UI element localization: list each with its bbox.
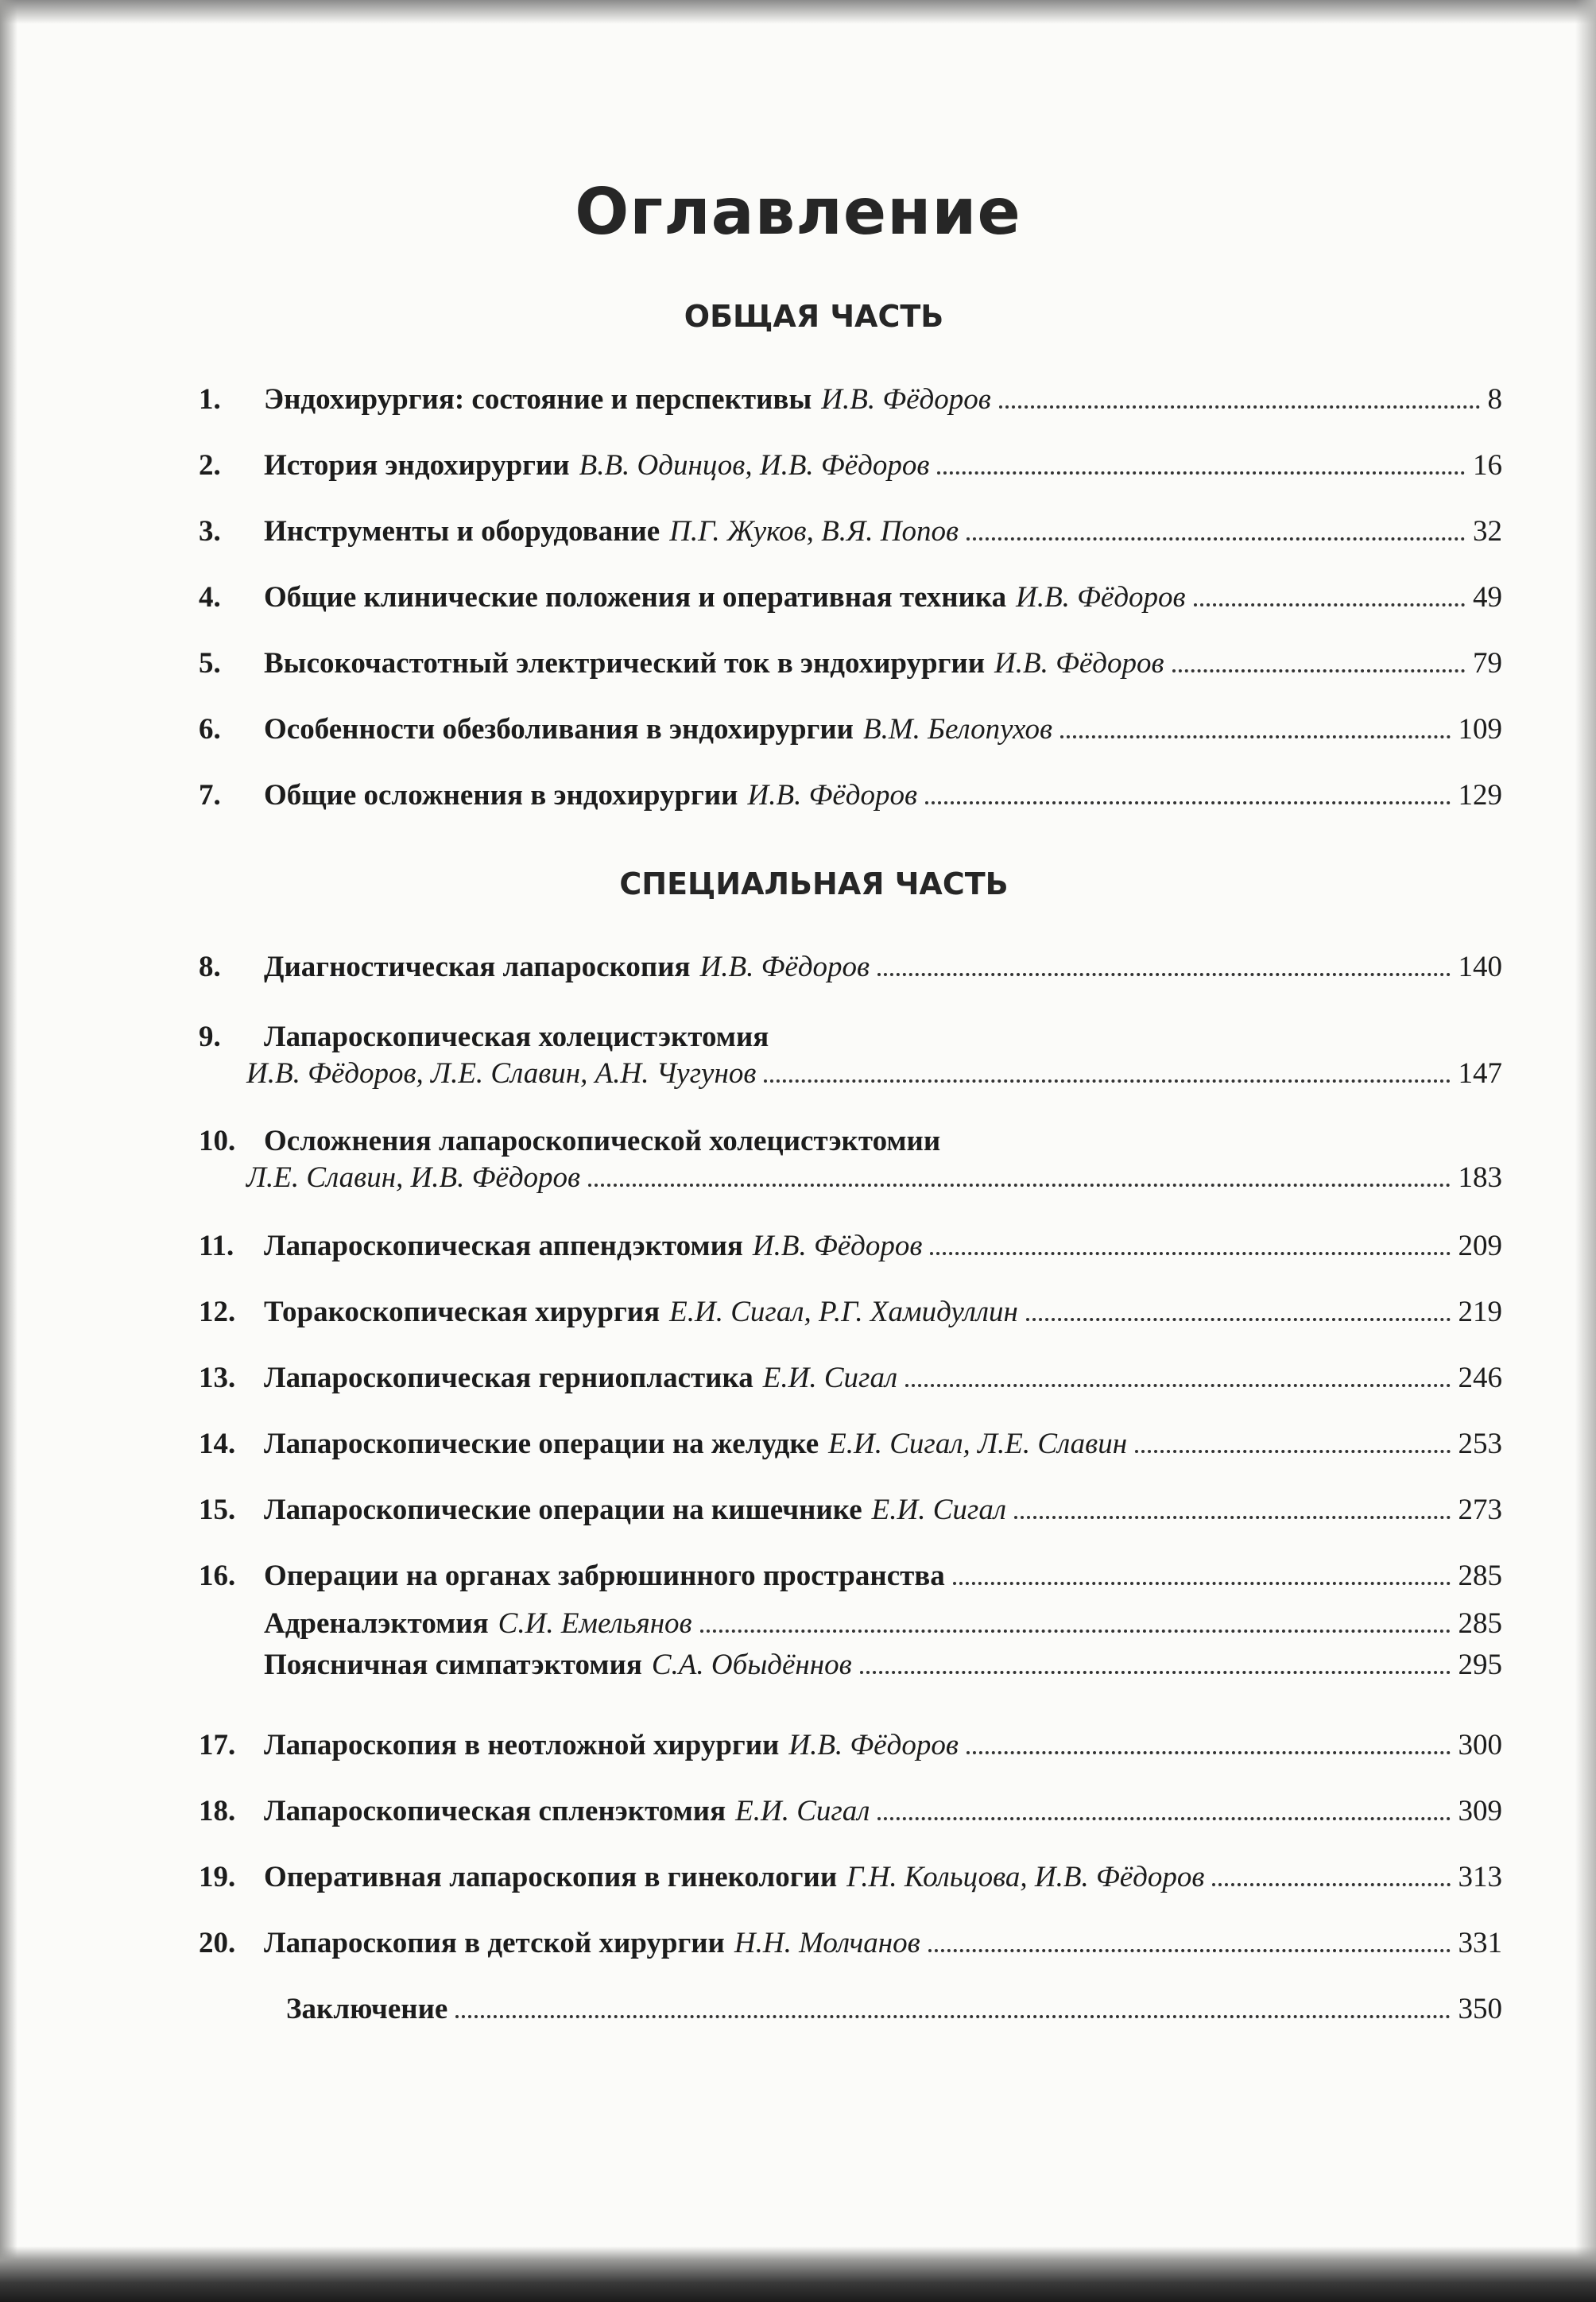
- entry-title: Лапароскопическая спленэктомия: [264, 1795, 726, 1827]
- toc-subentry-adrenalectomy: [199, 1606, 1502, 1642]
- entry-page: 32: [1473, 515, 1502, 548]
- entry-title: Лапароскопические операции на желудке: [264, 1428, 819, 1460]
- entry-number: 10.: [199, 1125, 236, 1157]
- entry-title: Особенности обезболивания в эндохирургии: [264, 713, 854, 746]
- entry-title: Лапароскопическая герниопластика: [264, 1362, 753, 1394]
- entry-title: Общие клинические положения и оперативная техника: [264, 581, 1007, 614]
- toc-entry-11: [199, 1228, 1502, 1265]
- entry-authors: Е.И. Сигал, Л.Е. Славин: [828, 1428, 1128, 1460]
- page-edge-left: [0, 0, 17, 2302]
- toc-entry-20: [199, 1925, 1502, 1962]
- entry-title: Высокочастотный электрический ток в эндохирургии: [264, 647, 986, 680]
- entry-number: 12.: [199, 1296, 236, 1328]
- entry-number: 4.: [199, 581, 221, 614]
- toc-entry-conclusion: [199, 1991, 1502, 2028]
- entry-title: Лапароскопическая аппендэктомия: [264, 1230, 743, 1262]
- entry-page: 140: [1458, 951, 1502, 983]
- entry-page: 183: [1458, 1161, 1502, 1194]
- entry-page: 79: [1473, 647, 1502, 680]
- entry-number: 19.: [199, 1861, 236, 1893]
- entry-page: 8: [1487, 383, 1502, 416]
- leader-dots: [925, 801, 1450, 804]
- entry-number: 13.: [199, 1362, 236, 1394]
- entry-title: Лапароскопия в детской хирургии: [264, 1927, 725, 1959]
- subentry-authors: С.А. Обыдённов: [651, 1649, 852, 1681]
- entry-page: 300: [1458, 1729, 1502, 1761]
- entry-number: 8.: [199, 951, 221, 983]
- toc-entry-1: [199, 382, 1502, 418]
- entry-title: Торакоскопическая хирургия: [264, 1296, 660, 1328]
- entry-title: Лапароскопическая холецистэктомия: [264, 1021, 769, 1053]
- entry-number: 7.: [199, 779, 221, 812]
- entry-number: 6.: [199, 713, 221, 746]
- subentry-page: 295: [1458, 1649, 1502, 1681]
- leader-dots: [930, 1252, 1450, 1255]
- leader-dots: [877, 1817, 1450, 1820]
- entry-title: Инструменты и оборудование: [264, 515, 660, 548]
- toc-entry-13: [199, 1360, 1502, 1397]
- leader-dots: [1014, 1516, 1451, 1519]
- toc-entry-12: [199, 1294, 1502, 1331]
- leader-dots: [860, 1671, 1451, 1674]
- page-edge-top: [0, 0, 1596, 24]
- toc-entry-3: [199, 513, 1502, 550]
- entry-authors: Е.И. Сигал, Р.Г. Хамидуллин: [669, 1296, 1018, 1328]
- leader-dots: [700, 1630, 1451, 1633]
- entry-number: 18.: [199, 1795, 236, 1827]
- leader-dots: [877, 973, 1450, 976]
- entry-page: 219: [1458, 1296, 1502, 1328]
- entry-title: История эндохирургии: [264, 449, 570, 482]
- entry-title: Операции на органах забрюшинного пространства: [264, 1560, 945, 1592]
- entry-number: 14.: [199, 1428, 236, 1460]
- entry-page: 49: [1473, 581, 1502, 614]
- leader-dots: [967, 1751, 1451, 1754]
- entry-page: 285: [1458, 1560, 1502, 1592]
- entry-number: 20.: [199, 1927, 236, 1959]
- entry-page: 109: [1458, 713, 1502, 746]
- section-special-heading: СПЕЦИАЛЬНАЯ ЧАСТЬ: [619, 866, 1009, 901]
- entry-page: 253: [1458, 1428, 1502, 1460]
- entry-page: 331: [1458, 1927, 1502, 1959]
- entry-page: 273: [1458, 1494, 1502, 1526]
- entry-authors: И.В. Фёдоров: [994, 647, 1164, 680]
- page-title: Оглавление: [575, 175, 1021, 249]
- toc-entry-10: [199, 1123, 1502, 1196]
- entry-page: 350: [1458, 1993, 1502, 2025]
- entry-page: 246: [1458, 1362, 1502, 1394]
- entry-title: Осложнения лапароскопической холецистэктомии: [264, 1125, 941, 1157]
- entry-number: 11.: [199, 1230, 234, 1262]
- entry-title: Лапароскопические операции на кишечнике: [264, 1494, 862, 1526]
- toc-entry-14: [199, 1426, 1502, 1463]
- subentry-title: Адреналэктомия: [264, 1607, 489, 1640]
- entry-number: 2.: [199, 449, 221, 482]
- entry-number: 15.: [199, 1494, 236, 1526]
- toc-entry-6: [199, 711, 1502, 748]
- leader-dots: [455, 2015, 1450, 2018]
- entry-page: 309: [1458, 1795, 1502, 1827]
- toc-entry-9: [199, 1019, 1502, 1092]
- leader-dots: [1026, 1318, 1451, 1321]
- entry-number: 17.: [199, 1729, 236, 1761]
- entry-authors: И.В. Фёдоров: [821, 383, 991, 416]
- leader-dots: [905, 1384, 1450, 1387]
- toc-entry-2: [199, 448, 1502, 484]
- toc-entry-8: [199, 949, 1502, 986]
- leader-dots: [1135, 1450, 1450, 1453]
- toc-entry-7: [199, 777, 1502, 814]
- entry-authors: В.В. Одинцов, И.В. Фёдоров: [579, 449, 930, 482]
- entry-number: 9.: [199, 1021, 221, 1053]
- page-edge-bottom: [0, 2246, 1596, 2302]
- subentry-authors: С.И. Емельянов: [498, 1607, 692, 1640]
- leader-dots: [953, 1582, 1451, 1585]
- toc-entry-4: [199, 579, 1502, 616]
- toc-entry-16: [199, 1558, 1502, 1684]
- entry-authors: Н.Н. Молчанов: [734, 1927, 920, 1959]
- entry-title: Эндохирургия: состояние и перспективы: [264, 383, 812, 416]
- entry-title: Лапароскопия в неотложной хирургии: [264, 1729, 780, 1761]
- leader-dots: [999, 405, 1480, 409]
- leader-dots: [1194, 603, 1465, 607]
- leader-dots: [1060, 735, 1450, 738]
- entry-page: 313: [1458, 1861, 1502, 1893]
- entry-authors: Е.И. Сигал: [762, 1362, 898, 1394]
- entry-authors: Г.Н. Кольцова, И.В. Фёдоров: [846, 1861, 1205, 1893]
- entry-authors: Е.И. Сигал: [871, 1494, 1006, 1526]
- entry-title: Общие осложнения в эндохирургии: [264, 779, 738, 812]
- subentry-title: Поясничная симпатэктомия: [264, 1649, 642, 1681]
- entry-authors: В.М. Белопухов: [863, 713, 1053, 746]
- entry-authors: И.В. Фёдоров, Л.Е. Славин, А.Н. Чугунов: [246, 1057, 757, 1090]
- entry-number: 16.: [199, 1560, 236, 1592]
- toc-entry-19: [199, 1859, 1502, 1896]
- entry-page: 209: [1458, 1230, 1502, 1262]
- leader-dots: [764, 1079, 1450, 1083]
- entry-authors: И.В. Фёдоров: [1016, 581, 1186, 614]
- toc-entry-18: [199, 1793, 1502, 1830]
- entry-authors: И.В. Фёдоров: [788, 1729, 959, 1761]
- entry-number: 5.: [199, 647, 221, 680]
- entry-number: 1.: [199, 383, 221, 416]
- leader-dots: [588, 1184, 1450, 1187]
- entry-page: 16: [1473, 449, 1502, 482]
- leader-dots: [937, 471, 1465, 475]
- entry-authors: Е.И. Сигал: [735, 1795, 870, 1827]
- entry-authors: И.В. Фёдоров: [747, 779, 918, 812]
- entry-authors: П.Г. Жуков, В.Я. Попов: [669, 515, 959, 548]
- leader-dots: [1172, 669, 1465, 672]
- leader-dots: [1212, 1883, 1450, 1886]
- toc-entry-5: [199, 645, 1502, 682]
- entry-page: 147: [1458, 1057, 1502, 1090]
- page-edge-right: [1575, 0, 1596, 2302]
- entry-authors: И.В. Фёдоров: [752, 1230, 923, 1262]
- toc-subentry-sympathectomy: [199, 1647, 1502, 1684]
- toc-entry-15: [199, 1492, 1502, 1529]
- leader-dots: [967, 537, 1465, 541]
- entry-authors: Л.Е. Славин, И.В. Фёдоров: [246, 1161, 581, 1194]
- subentry-page: 285: [1458, 1607, 1502, 1640]
- entry-title: Заключение: [286, 1993, 448, 2025]
- leader-dots: [928, 1949, 1451, 1952]
- entry-title: Диагностическая лапароскопия: [264, 951, 691, 983]
- entry-number: 3.: [199, 515, 221, 548]
- toc-entry-17: [199, 1727, 1502, 1764]
- entry-authors: И.В. Фёдоров: [699, 951, 870, 983]
- entry-page: 129: [1458, 779, 1502, 812]
- section-general-heading: ОБЩАЯ ЧАСТЬ: [684, 299, 944, 334]
- entry-title: Оперативная лапароскопия в гинекологии: [264, 1861, 838, 1893]
